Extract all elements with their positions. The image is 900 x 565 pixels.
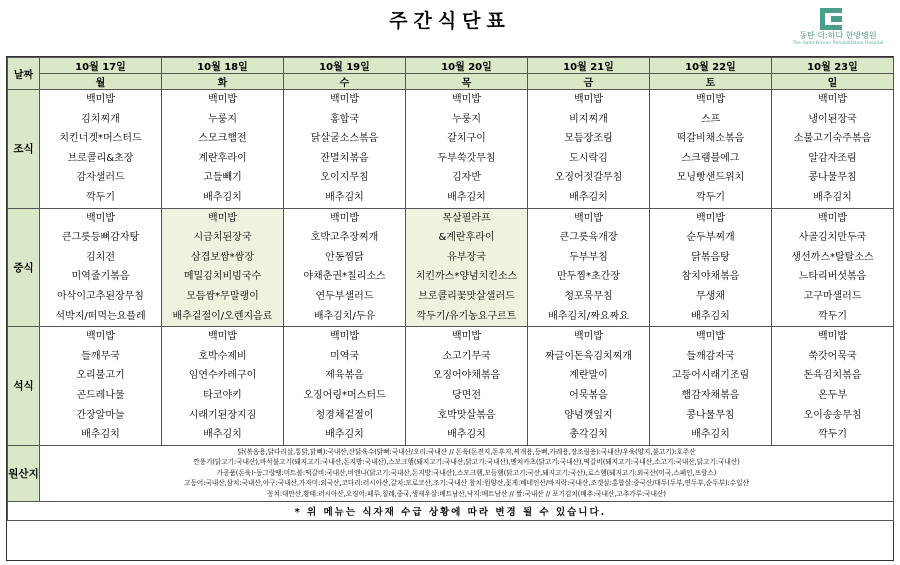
logo-mark-icon	[820, 8, 842, 30]
menu-item: 오리불고기	[76, 370, 125, 382]
menu-item: 홍합국	[330, 113, 359, 125]
menu-item: 어묵볶음	[569, 389, 608, 401]
menu-item: 김자반	[452, 172, 481, 184]
menu-cell	[284, 90, 406, 209]
menu-item: 오징어링*머스터드	[303, 389, 386, 401]
menu-cell	[528, 90, 650, 209]
menu-item: 김치찌개	[81, 113, 120, 125]
menu-item: 삼겹보쌈*쌈장	[191, 251, 254, 263]
menu-item: 배추김치	[325, 191, 364, 203]
menu-item: 배추김치	[447, 429, 486, 441]
menu-item: 총각김치	[569, 429, 608, 441]
day-date: 10월 20일	[406, 58, 528, 74]
menu-item: &계란후라이	[438, 232, 495, 244]
menu-item: 콩나물무침	[686, 409, 735, 421]
menu-item: 도시락김	[569, 152, 608, 164]
menu-item: 백미밥	[452, 94, 481, 105]
menu-item: 갈치구이	[447, 133, 486, 145]
menu-item: 알감자조림	[808, 152, 857, 164]
menu-item: 배추김치	[203, 429, 242, 441]
menu-item: 깍두기	[818, 429, 847, 441]
date-header-label: 날짜	[8, 58, 40, 90]
menu-item: 안동찜닭	[325, 251, 364, 263]
footer-row	[8, 501, 894, 520]
menu-item: 잔멸치볶음	[320, 152, 369, 164]
menu-cell	[650, 208, 772, 327]
menu-item: 돈육김치볶음	[803, 370, 862, 382]
menu-cell	[772, 208, 894, 327]
day-date: 10월 17일	[40, 58, 162, 74]
meal-label: 조식	[8, 90, 40, 209]
menu-item: 배추겉절이/오렌지음료	[172, 310, 273, 322]
hospital-logo	[788, 8, 888, 50]
day-weekday: 월	[40, 74, 162, 90]
menu-item: 백미밥	[574, 331, 603, 343]
menu-cell	[40, 90, 162, 209]
menu-item: 유부장국	[447, 251, 486, 263]
menu-item: 감자샐러드	[76, 172, 125, 184]
menu-item: 들깨무국	[81, 350, 120, 362]
menu-item: 두부쑥갓무침	[437, 152, 496, 164]
menu-cell	[406, 327, 528, 446]
menu-cell	[40, 327, 162, 446]
menu-item: 깍두기	[818, 310, 847, 322]
menu-cell	[772, 327, 894, 446]
menu-item: 모듬쌈*무말랭이	[186, 290, 259, 302]
menu-item: 배추김치	[447, 191, 486, 203]
menu-cell	[40, 208, 162, 327]
menu-item: 만두찜*초간장	[557, 271, 620, 283]
day-weekday: 토	[650, 74, 772, 90]
menu-item: 타코야키	[203, 389, 242, 401]
origin-row	[8, 445, 894, 501]
menu-item: 생선까스*탈탈소스	[791, 251, 874, 263]
menu-item: 콩나물무침	[808, 172, 857, 184]
menu-item: 스모크햄전	[198, 133, 247, 145]
menu-item: 소불고기숙주볶음	[793, 133, 872, 145]
menu-item: 배추김치	[691, 310, 730, 322]
menu-item: 배추김치	[325, 429, 364, 441]
menu-item: 참치야채볶음	[681, 271, 740, 283]
day-weekday: 수	[284, 74, 406, 90]
menu-item: 고구마샐러드	[803, 290, 862, 302]
page-title: 주간식단표	[389, 10, 511, 32]
menu-item: 들깨감자국	[686, 350, 735, 362]
menu-item: 닭볶음탕	[691, 251, 730, 263]
menu-item: 호박맛살볶음	[437, 409, 496, 421]
footer-note: * 위 메뉴는 식자재 수급 상황에 따라 변경 될 수 있습니다.	[8, 501, 894, 520]
menu-item: 배추김치	[81, 429, 120, 441]
origin-label: 원산지	[8, 445, 40, 501]
menu-item: 아삭이고추된장무침	[57, 290, 144, 302]
menu-item: 백미밥	[818, 94, 847, 105]
date-row	[8, 58, 894, 74]
meal-label: 중식	[8, 208, 40, 327]
menu-item: 두부부침	[569, 251, 608, 263]
meal-row	[8, 208, 894, 327]
menu-item: 배추김치/짜요짜요	[548, 310, 629, 322]
menu-item: 냉이된장국	[808, 113, 857, 125]
origin-line: 가공품(돈육)-동그랑땡:미트볼:떡갈비:국내산,비엔나(닭고기:국내산,돈지방:국내산),스모크햄,모듬햄(닭고기:국산,돼지고기:국산),로스햄(돼지고기:외국산(미국,스페인,프랑스)	[216, 468, 717, 477]
menu-item: 모닝빵샌드위치	[676, 172, 745, 184]
menu-item: 배추김치	[203, 191, 242, 203]
menu-item: 누룽지	[452, 113, 481, 125]
menu-item: 백미밥	[574, 94, 603, 105]
day-weekday: 일	[772, 74, 894, 90]
day-weekday: 금	[528, 74, 650, 90]
menu-item: 미역국	[330, 350, 359, 362]
menu-item: 야채춘권*칠리소스	[303, 271, 386, 283]
menu-item: 쑥갓어묵국	[808, 350, 857, 362]
menu-item: 오이지무침	[320, 172, 369, 184]
logo-subtitle: The Hada Korean Rehabilitation Hospital	[792, 41, 884, 46]
menu-item: 온두부	[818, 389, 847, 401]
menu-item: 배추김치	[691, 429, 730, 441]
menu-item: 시래기된장지짐	[188, 409, 257, 421]
logo-name: 동탄 더:하다 한방병원	[799, 31, 877, 40]
menu-item: 떡갈비채소볶음	[676, 133, 745, 145]
meal-row	[8, 90, 894, 209]
menu-cell	[162, 208, 284, 327]
menu-item: 간장알마늘	[76, 409, 125, 421]
menu-item: 브로콜리&초장	[67, 152, 134, 164]
menu-item: 김치전	[86, 251, 115, 263]
menu-item: 배추김치/두유	[313, 310, 376, 322]
menu-item: 브로콜리꽃맛살샐러드	[418, 290, 515, 302]
menu-cell	[284, 208, 406, 327]
weekly-menu-table	[7, 57, 894, 521]
menu-item: 메밀김치비빔국수	[183, 271, 262, 283]
menu-item: 목살필라프	[442, 212, 491, 224]
menu-item: 깍두기	[86, 191, 115, 203]
menu-item: 비지찌개	[569, 113, 608, 125]
menu-cell	[650, 90, 772, 209]
menu-item: 스프	[700, 113, 721, 125]
menu-item: 큰그릇육개장	[559, 232, 618, 244]
menu-item: 백미밥	[330, 212, 359, 224]
menu-item: 백미밥	[330, 94, 359, 105]
menu-item: 백미밥	[818, 212, 847, 224]
menu-item: 깍두기/유기농요구르트	[416, 310, 517, 322]
meal-row	[8, 327, 894, 446]
menu-item: 백미밥	[574, 212, 603, 224]
menu-item: 호박수제비	[198, 350, 247, 362]
menu-item: 백미밥	[818, 331, 847, 343]
menu-item: 고들빼기	[203, 172, 242, 184]
origin-line: 깐풍기(닭고기:국내산),바삭불고기(돼지고기:국내산,돈지방:국내산),스모크햄(돼지고기:국내산,닭고기:국내산),멘치카츠(닭고기:국내산),떡갈비(돼지고기:국내산,소고기:국내산,닭고기:국내산)	[193, 458, 740, 467]
menu-item: 백미밥	[452, 331, 481, 343]
menu-item: 배추김치	[813, 191, 852, 203]
menu-cell	[162, 327, 284, 446]
menu-item: 치킨너겟*머스터드	[59, 133, 142, 145]
menu-item: 스크램블에그	[681, 152, 740, 164]
menu-cell	[528, 327, 650, 446]
menu-item: 오징어야채볶음	[432, 370, 501, 382]
menu-item: 백미밥	[330, 331, 359, 343]
menu-item: 청경채겉절이	[315, 409, 374, 421]
menu-item: 백미밥	[208, 94, 237, 105]
menu-item: 모듬장조림	[564, 133, 613, 145]
menu-item: 느타리버섯볶음	[798, 271, 867, 283]
menu-item: 누룽지	[208, 113, 237, 125]
meal-label: 석식	[8, 327, 40, 446]
menu-cell	[284, 327, 406, 446]
menu-cell	[650, 327, 772, 446]
menu-item: 시금치된장국	[193, 232, 252, 244]
menu-item: 연두부샐러드	[315, 290, 374, 302]
day-date: 10월 23일	[772, 58, 894, 74]
origin-line: 고등어:국내산,삼치:국내산,아구:국내산,가자미:외국산,코다리:러시아산,갈치:모로코산,조기:국내산 참치:원양산,꽃게:베네인산/바지락:국내산,조갯살:홍합살:중국산/대두(두부,연두부,순두부):수입산	[184, 479, 749, 488]
day-date: 10월 19일	[284, 58, 406, 74]
menu-cell	[406, 90, 528, 209]
menu-item: 소고기무국	[442, 350, 491, 362]
menu-item: 제육볶음	[325, 370, 364, 382]
menu-item: 깍두기	[696, 191, 725, 203]
menu-item: 순두부찌개	[686, 232, 735, 244]
menu-item: 햄감자채볶음	[681, 389, 740, 401]
day-weekday: 목	[406, 74, 528, 90]
menu-item: 호박고추장찌개	[310, 232, 379, 244]
menu-item: 배추김치	[569, 191, 608, 203]
menu-item: 곤드레나물	[76, 389, 125, 401]
menu-item: 오징어젓갈무침	[554, 172, 623, 184]
menu-item: 석박지/떠먹는요플레	[55, 310, 146, 322]
day-weekday: 화	[162, 74, 284, 90]
menu-item: 양념깻잎지	[564, 409, 613, 421]
menu-cell	[772, 90, 894, 209]
menu-item: 백미밥	[86, 94, 115, 105]
menu-cell	[528, 208, 650, 327]
menu-item: 청포묵무침	[564, 290, 613, 302]
origin-info	[40, 445, 894, 501]
menu-item: 큰그릇등뼈감자탕	[61, 232, 140, 244]
menu-item: 닭살굴소스볶음	[310, 133, 379, 145]
menu-item: 무생채	[696, 290, 725, 302]
menu-item: 백미밥	[208, 331, 237, 343]
menu-item: 사골김치만두국	[798, 232, 867, 244]
menu-item: 당면전	[452, 389, 481, 401]
menu-cell	[406, 208, 528, 327]
menu-item: 백미밥	[86, 331, 115, 343]
day-date: 10월 18일	[162, 58, 284, 74]
weekday-row	[8, 74, 894, 90]
menu-item: 짜글이돈육김치찌개	[545, 350, 632, 362]
menu-item: 백미밥	[696, 94, 725, 105]
menu-item: 계란후라이	[198, 152, 247, 164]
menu-item: 오이송송무침	[803, 409, 862, 421]
origin-line: 꽁치:대만산,황태:러시아산,오징어:페루,칠레,중국,생새우살:베트남산,낙지:베트남산 // 쌀:국내산 // 포기김치(배추:국내산,고추가루:국내산)	[267, 490, 666, 499]
day-date: 10월 22일	[650, 58, 772, 74]
day-date: 10월 21일	[528, 58, 650, 74]
menu-item: 계란말이	[569, 370, 608, 382]
menu-cell	[162, 90, 284, 209]
menu-item: 임연수카레구이	[188, 370, 257, 382]
menu-item: 백미밥	[208, 212, 237, 224]
menu-item: 백미밥	[696, 331, 725, 343]
origin-line: 닭(볶음용,닭다리살,통닭,닭뼈):국내산,산닭육수(닭뼈:국내산/오리:국내산 // 돈육(돈전지,돈후지,찌개용,등뼈,카레용,장조림용):국내산/우육(양지,불고기):호주산	[237, 447, 696, 456]
menu-item: 치킨까스*양념치킨소스	[415, 271, 518, 283]
menu-item: 백미밥	[86, 212, 115, 224]
menu-item: 백미밥	[696, 212, 725, 224]
menu-item: 고등어시래기조림	[671, 370, 750, 382]
menu-item: 미역줄기볶음	[71, 271, 130, 283]
